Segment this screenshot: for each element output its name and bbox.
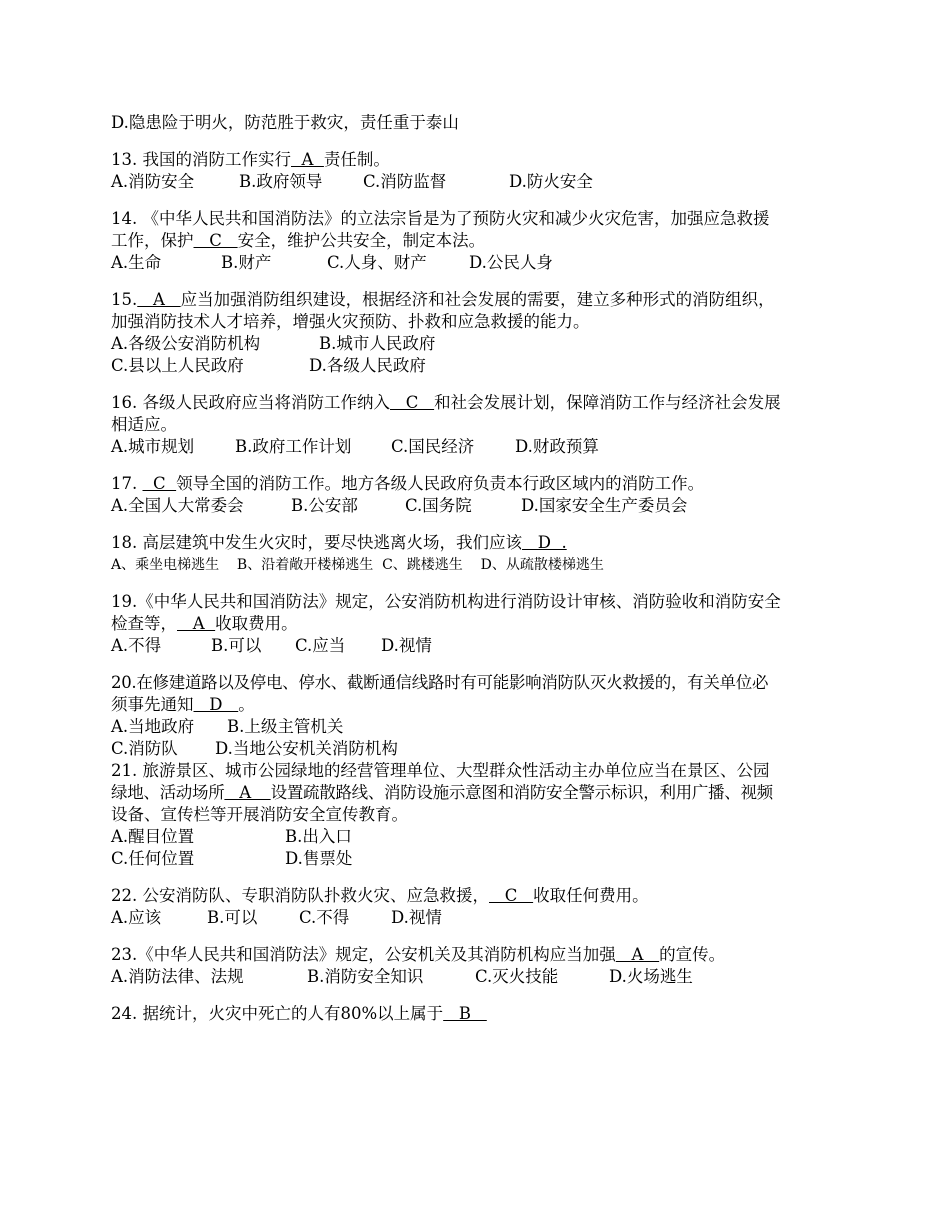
q20-option-b: B.上级主管机关 — [227, 717, 344, 736]
q13-stem-post: 责任制。 — [323, 150, 390, 169]
q14-stem-post: 安全，维护公共安全，制定本法。 — [237, 231, 486, 250]
q17-options — [111, 495, 846, 517]
q20-option-a: A.当地政府 — [111, 717, 195, 736]
q18-options: A、乘坐电梯逃生 B、沿着敞开楼梯逃生 C、跳楼逃生 D、从疏散楼梯逃生 — [111, 557, 604, 573]
q20-options-row1 — [111, 716, 846, 738]
q21-options-row1 — [111, 826, 846, 848]
q14-option-b: B.财产 — [221, 253, 272, 272]
q20-stem-post: 。 — [238, 695, 255, 714]
q15-stem-line1 — [111, 289, 846, 311]
q13-option-b: B.政府领导 — [239, 172, 323, 191]
q15-stem-post: 应当加强消防组织建设，根据经济和社会发展的需要，建立多种形式的消防组织， — [180, 290, 775, 309]
q13-stem — [111, 149, 846, 171]
q16-option-c: C.国民经济 — [391, 437, 475, 456]
q21-option-b: B.出入口 — [285, 827, 352, 846]
q21-option-c: C.任何位置 — [111, 849, 195, 868]
q15-option-a: A.各级公安消防机构 — [111, 334, 261, 353]
q19-option-a: A.不得 — [111, 636, 162, 655]
q17-stem-post: 领导全国的消防工作。地方各级人民政府负责本行政区域内的消防工作。 — [176, 474, 705, 493]
q16-answer: C — [390, 393, 435, 412]
q16-options — [111, 436, 846, 458]
q16-option-d: D.财政预算 — [515, 437, 599, 456]
q21-stem-post: 设置疏散路线、消防设施示意图和消防安全警示标识，利用广播、视频 — [270, 783, 773, 802]
q15-option-b: B.城市人民政府 — [319, 334, 436, 353]
q20-option-d: D.当地公安机关消防机构 — [215, 739, 398, 758]
q13-stem-pre: 13. 我国的消防工作实行 — [111, 150, 291, 169]
q19-stem-post: 收取费用。 — [215, 614, 298, 633]
q22-answer: C — [489, 886, 534, 905]
q23-option-c: C.灭火技能 — [475, 967, 559, 986]
q19-stem-line2 — [111, 613, 846, 635]
q16-stem-line2: 相适应。 — [111, 415, 177, 434]
q19-stem-pre: 检查等， — [111, 614, 177, 633]
q20-answer: D — [193, 695, 239, 714]
q21-stem-line3: 设备、宣传栏等开展消防安全宣传教育。 — [111, 805, 408, 824]
q14-option-c: C.人身、财产 — [327, 253, 427, 272]
q19-options — [111, 635, 846, 657]
q12-option-d: D.隐患险于明火，防范胜于救灾，责任重于泰山 — [111, 113, 459, 132]
q17-option-a: A.全国人大常委会 — [111, 496, 244, 515]
question-list — [111, 112, 846, 1025]
q23-answer: A — [615, 945, 660, 964]
q23-stem-pre: 23.《中华人民共和国消防法》规定，公安机关及其消防机构应当加强 — [111, 945, 616, 964]
q24-answer: B — [443, 1004, 487, 1023]
q19-option-d: D.视情 — [381, 636, 432, 655]
q24-stem — [111, 1003, 846, 1025]
q15-option-d: D.各级人民政府 — [309, 356, 426, 375]
q14-options — [111, 252, 846, 274]
q22-options — [111, 907, 846, 929]
q15-answer: A — [137, 290, 181, 309]
q22-stem — [111, 885, 846, 907]
q19-answer: A — [177, 614, 216, 633]
q23-stem — [111, 944, 846, 966]
q23-option-b: B.消防安全知识 — [307, 967, 424, 986]
q16-option-b: B.政府工作计划 — [235, 437, 352, 456]
q22-option-b: B.可以 — [207, 908, 258, 927]
q21-stem-line1: 21. 旅游景区、城市公园绿地的经营管理单位、大型群众性活动主办单位应当在景区、公园 — [111, 761, 770, 780]
q13-options — [111, 171, 846, 193]
q15-options-row1 — [111, 333, 846, 355]
q14-answer: C — [193, 231, 238, 250]
q16-option-a: A.城市规划 — [111, 437, 195, 456]
q23-option-d: D.火场逃生 — [609, 967, 693, 986]
q21-option-a: A.醒目位置 — [111, 827, 195, 846]
q14-option-a: A.生命 — [111, 253, 162, 272]
q20-stem-line1: 20.在修建道路以及停电、停水、截断通信线路时有可能影响消防队灭火救援的，有关单位必 — [111, 673, 769, 692]
q20-stem-line2 — [111, 694, 846, 716]
q17-stem — [111, 473, 846, 495]
q17-option-b: B.公安部 — [291, 496, 358, 515]
q21-options-row2 — [111, 848, 846, 870]
q22-option-c: C.不得 — [299, 908, 350, 927]
q16-stem-line1 — [111, 392, 846, 414]
q15-stem-line2: 加强消防技术人才培养，增强火灾预防、扑救和应急救援的能力。 — [111, 312, 590, 331]
q20-option-c: C.消防队 — [111, 739, 178, 758]
q13-option-a: A.消防安全 — [111, 172, 195, 191]
q13-option-c: C.消防监督 — [363, 172, 447, 191]
q22-option-d: D.视情 — [391, 908, 442, 927]
q19-option-c: C.应当 — [295, 636, 346, 655]
q23-stem-post: 的宣传。 — [659, 945, 726, 964]
q22-option-a: A.应该 — [111, 908, 162, 927]
q23-options — [111, 966, 846, 988]
q17-option-d: D.国家安全生产委员会 — [521, 496, 688, 515]
q18-answer: D . — [522, 533, 567, 552]
q16-stem-post: 和社会发展计划，保障消防工作与经济社会发展 — [434, 393, 781, 412]
q15-option-c: C.县以上人民政府 — [111, 356, 244, 375]
q22-stem-pre: 22. 公安消防队、专职消防队扑救火灾、应急救援， — [111, 886, 489, 905]
q16-stem-pre: 16. 各级人民政府应当将消防工作纳入 — [111, 393, 390, 412]
q13-option-d: D.防火安全 — [509, 172, 593, 191]
q21-answer: A — [224, 783, 271, 802]
q19-stem-line1: 19.《中华人民共和国消防法》规定，公安消防机构进行消防设计审核、消防验收和消防安全 — [111, 592, 781, 611]
q14-stem-pre: 工作，保护 — [111, 231, 194, 250]
q18-stem — [111, 532, 846, 554]
q14-stem-line1: 14. 《中华人民共和国消防法》的立法宗旨是为了预防火灾和减少火灾危害，加强应急救援 — [111, 209, 770, 228]
q20-options-row2 — [111, 738, 846, 760]
q22-stem-post: 收取任何费用。 — [533, 886, 649, 905]
q17-option-c: C.国务院 — [405, 496, 472, 515]
q21-option-d: D.售票处 — [285, 849, 353, 868]
q23-option-a: A.消防法律、法规 — [111, 967, 244, 986]
q18-stem-pre: 18. 高层建筑中发生火灾时，要尽快逃离火场，我们应该 — [111, 533, 522, 552]
q21-stem-line2 — [111, 782, 846, 804]
q17-stem-pre: 17. — [111, 474, 143, 493]
q17-answer: C — [142, 474, 177, 493]
q20-stem-pre: 须事先通知 — [111, 695, 194, 714]
q13-answer: A — [291, 150, 324, 169]
q15-options-row2 — [111, 355, 846, 377]
q24-stem-pre: 24. 据统计，火灾中死亡的人有80%以上属于 — [111, 1004, 444, 1023]
q14-stem-line2 — [111, 230, 846, 252]
q14-option-d: D.公民人身 — [469, 253, 553, 272]
q19-option-b: B.可以 — [211, 636, 262, 655]
q15-stem-pre: 15. — [111, 290, 138, 309]
q21-stem-pre: 绿地、活动场所 — [111, 783, 225, 802]
